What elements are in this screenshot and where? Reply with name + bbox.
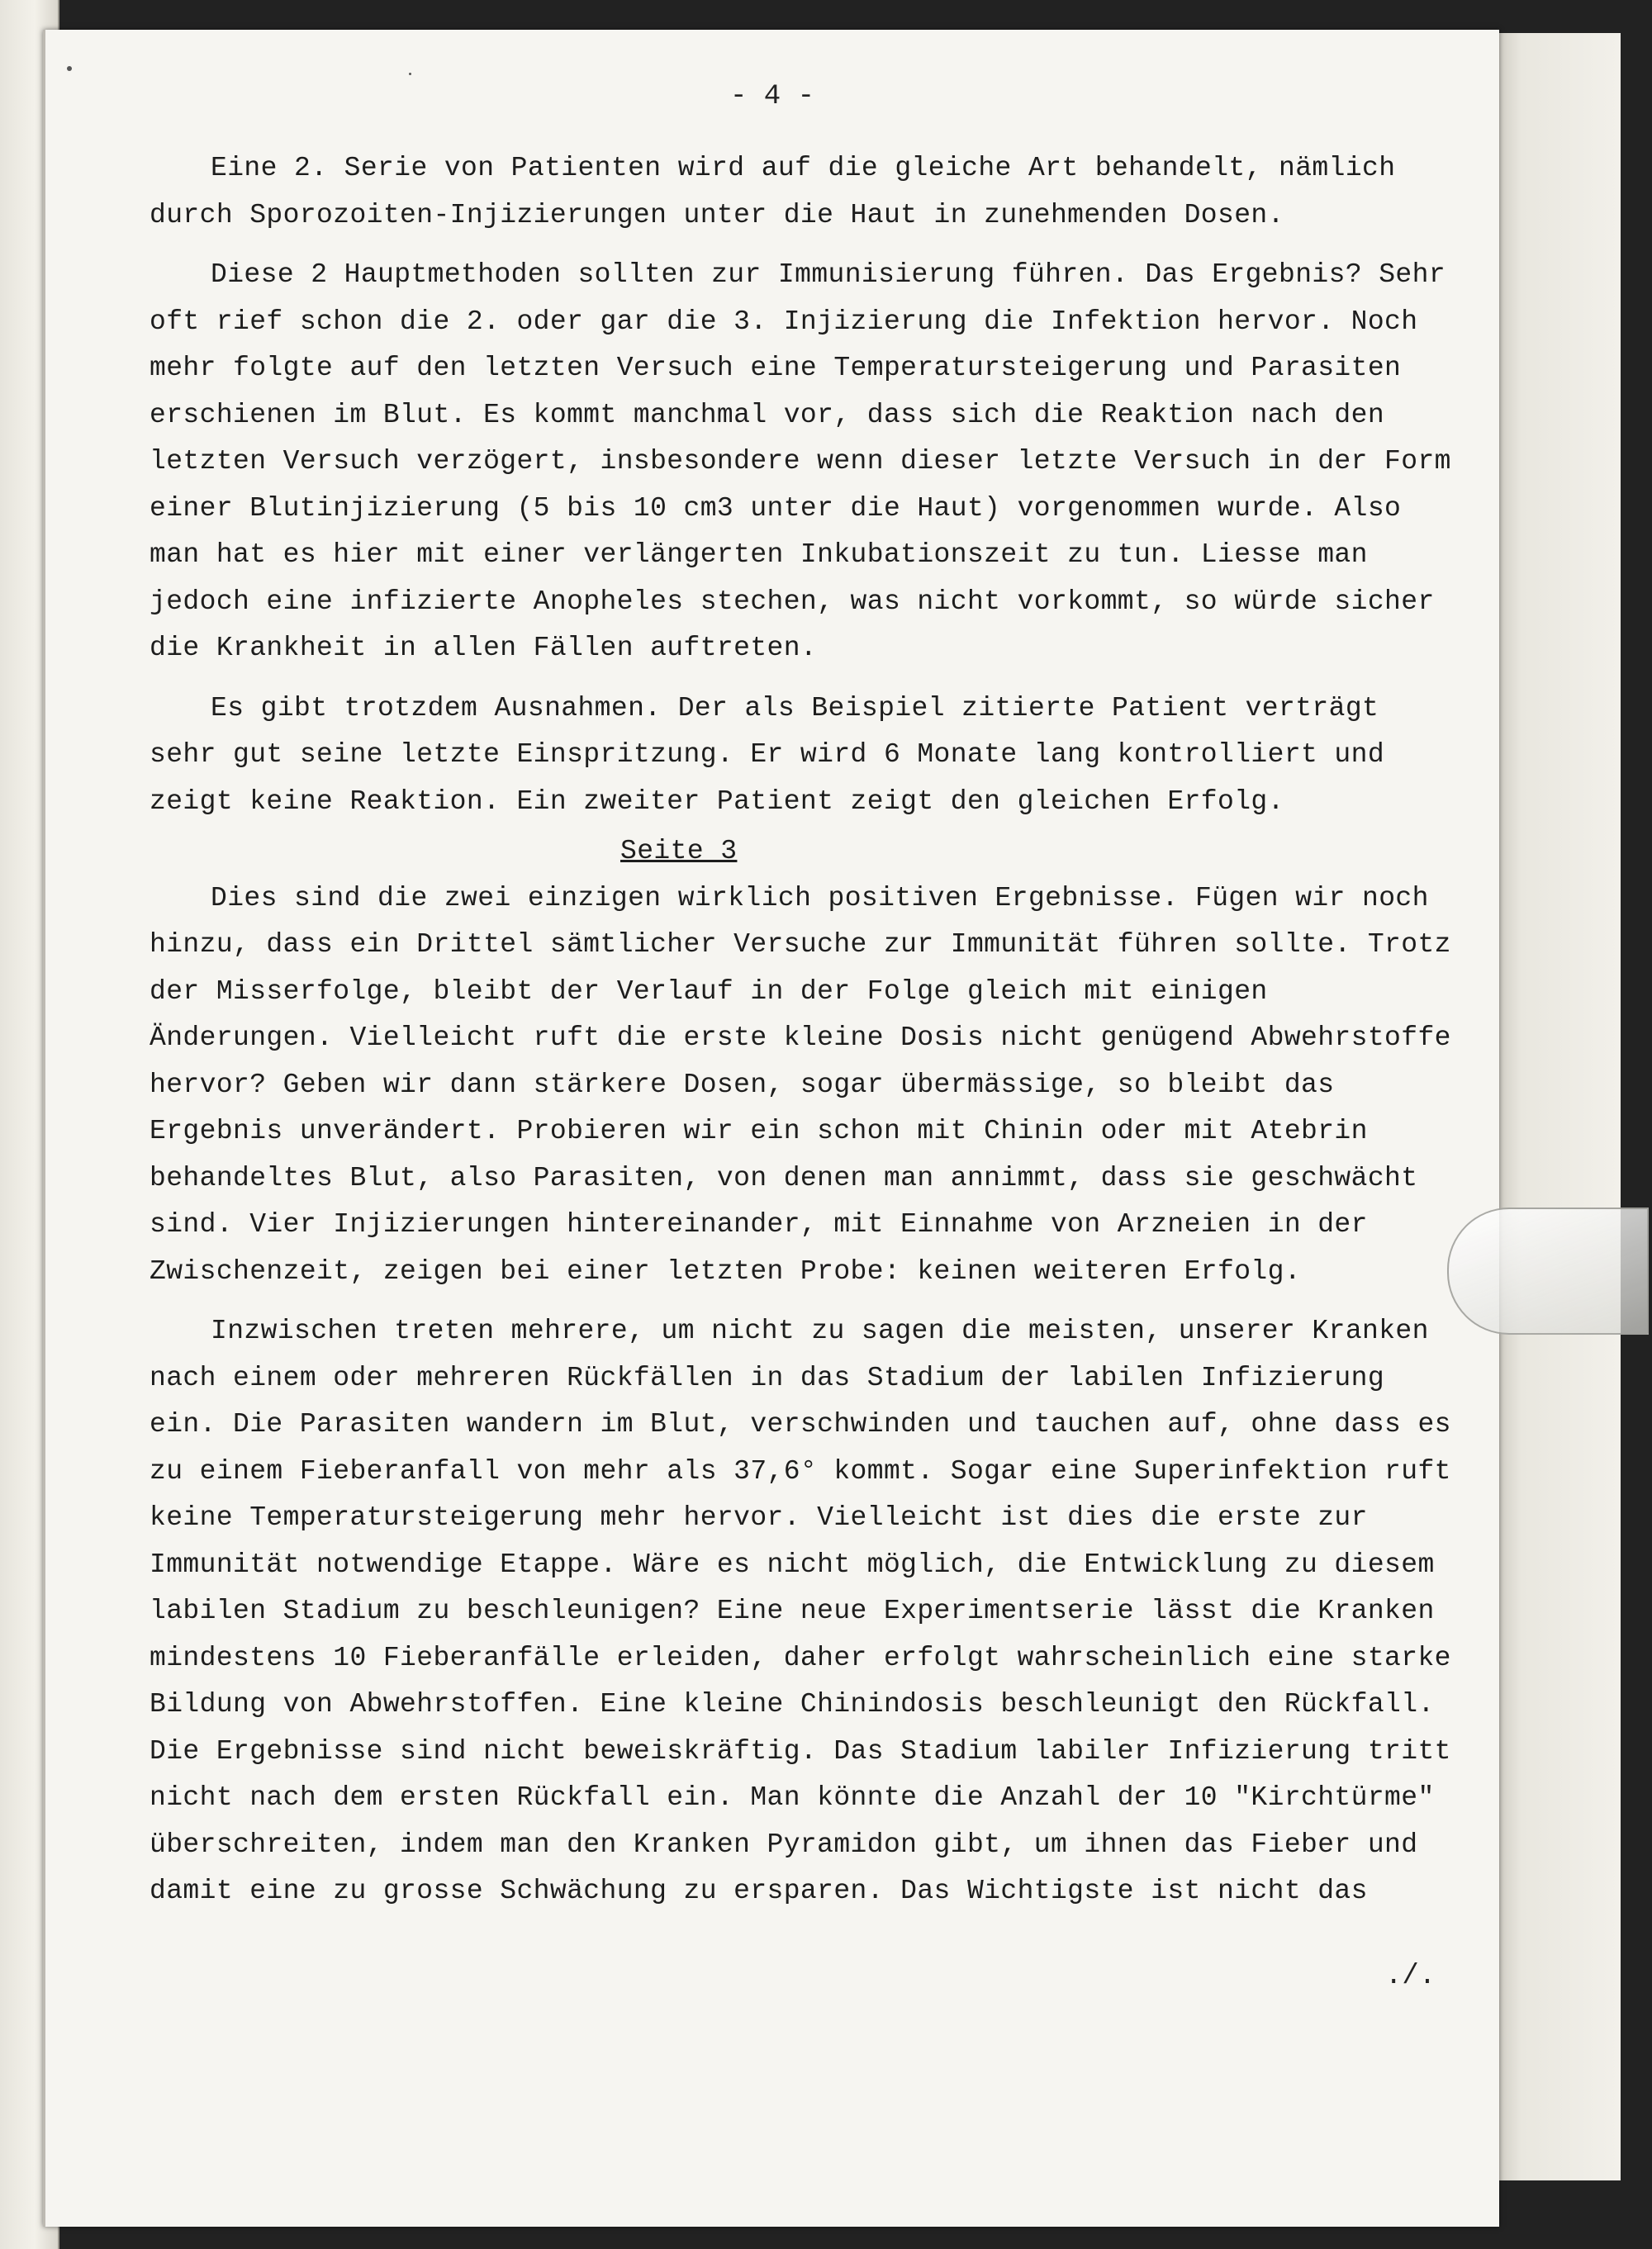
paragraph-5: Inzwischen treten mehrere, um nicht zu sagen die meisten, unserer Kranken nach einem oder mehreren Rückfällen in das Stadium der labilen Infizierung ein. Die Parasiten wandern im Blut, verschwinden und tauchen auf, ohne dass es zu einem Fieberanfall von mehr als 37,6° kommt. Sogar eine Superinfektion ruft keine Temperatursteigerung mehr hervor. Vielleicht ist dies die erste zur Immunität notwendige Etappe. Wäre es nicht möglich, die Entwicklung zu diesem labilen Stadium zu beschleunigen? Eine neue Experimentserie lässt die Kranken mindestens 10 Fieberanfälle erleiden, daher erfolgt wahrscheinlich eine starke Bildung von Abwehrstoffen. Eine kleine Chinindosis beschleunigt den Rückfall. Die Ergebnisse sind nicht beweiskräftig. Das Stadium labiler Infizierung tritt nicht nach dem ersten Rückfall ein. Man könnte die Anzahl der 10 "Kirchtürme" überschreiten, indem man den Kranken Pyramidon gibt, um ihnen das Fieber und damit eine zu grosse Schwächung zu ersparen. Das Wichtigste ist nicht das (150, 1316, 1451, 1906)
document-body (150, 145, 1455, 1915)
adjacent-sheet (1497, 33, 1621, 2180)
paragraph-4: Dies sind die zwei einzigen wirklich positiven Ergebnisse. Fügen wir noch hinzu, dass ein Drittel sämtlicher Versuche zur Immunität führen sollte. Trotz der Misserfolge, bleibt der Verlauf in der Folge gleich mit einigen Änderungen. Vielleicht ruft die erste kleine Dosis nicht genügend Abwehrstoffe hervor? Geben wir dann stärkere Dosen, sogar übermässige, so bleibt das Ergebnis unverändert. Probieren wir ein schon mit Chinin oder mit Atebrin behandeltes Blut, also Parasiten, von denen man annimmt, dass sie geschwächt sind. Vier Injizierungen hintereinander, mit Einnahme von Arzneien in der Zwischenzeit, zeigen bei einer letzten Probe: keinen weiteren Erfolg. (150, 882, 1451, 1287)
continuation-mark: ./. (1385, 1961, 1436, 1992)
paragraph-2: Diese 2 Hauptmethoden sollten zur Immunisierung führen. Das Ergebnis? Sehr oft rief schon die 2. oder gar die 3. Injizierung die Infektion hervor. Noch mehr folgte auf den letzten Versuch eine Temperatursteigerung und Parasiten erschienen im Blut. Es kommt manchmal vor, dass sich die Reaktion nach den letzten Versuch verzögert, insbesondere wenn dieser letzte Versuch in der Form einer Blutinjizierung (5 bis 10 cm3 unter die Haut) vorgenommen wurde. Also man hat es hier mit einer verlängerten Inkubationszeit zu tun. Liesse man jedoch eine infizierte Anopheles stechen, was nicht vorkommt, so würde sicher die Krankheit in allen Fällen auftreten. (150, 259, 1451, 663)
section-heading: Seite 3 (620, 836, 738, 866)
paper-speck (409, 73, 411, 75)
paragraph-1: Eine 2. Serie von Patienten wird auf die gleiche Art behandelt, nämlich durch Sporozoiten-Injizierungen unter die Haut in zunehmenden Dosen. (150, 153, 1396, 230)
document-page (43, 30, 1499, 2227)
paper-speck (67, 66, 72, 71)
page-number: - 4 - (729, 81, 815, 112)
paragraph-3: Es gibt trotzdem Ausnahmen. Der als Beispiel zitierte Patient verträgt sehr gut seine letzte Einspritzung. Er wird 6 Monate lang kontrolliert und zeigt keine Reaktion. Ein zweiter Patient zeigt den gleichen Erfolg. (150, 692, 1385, 817)
binder-clip (1447, 1208, 1649, 1335)
